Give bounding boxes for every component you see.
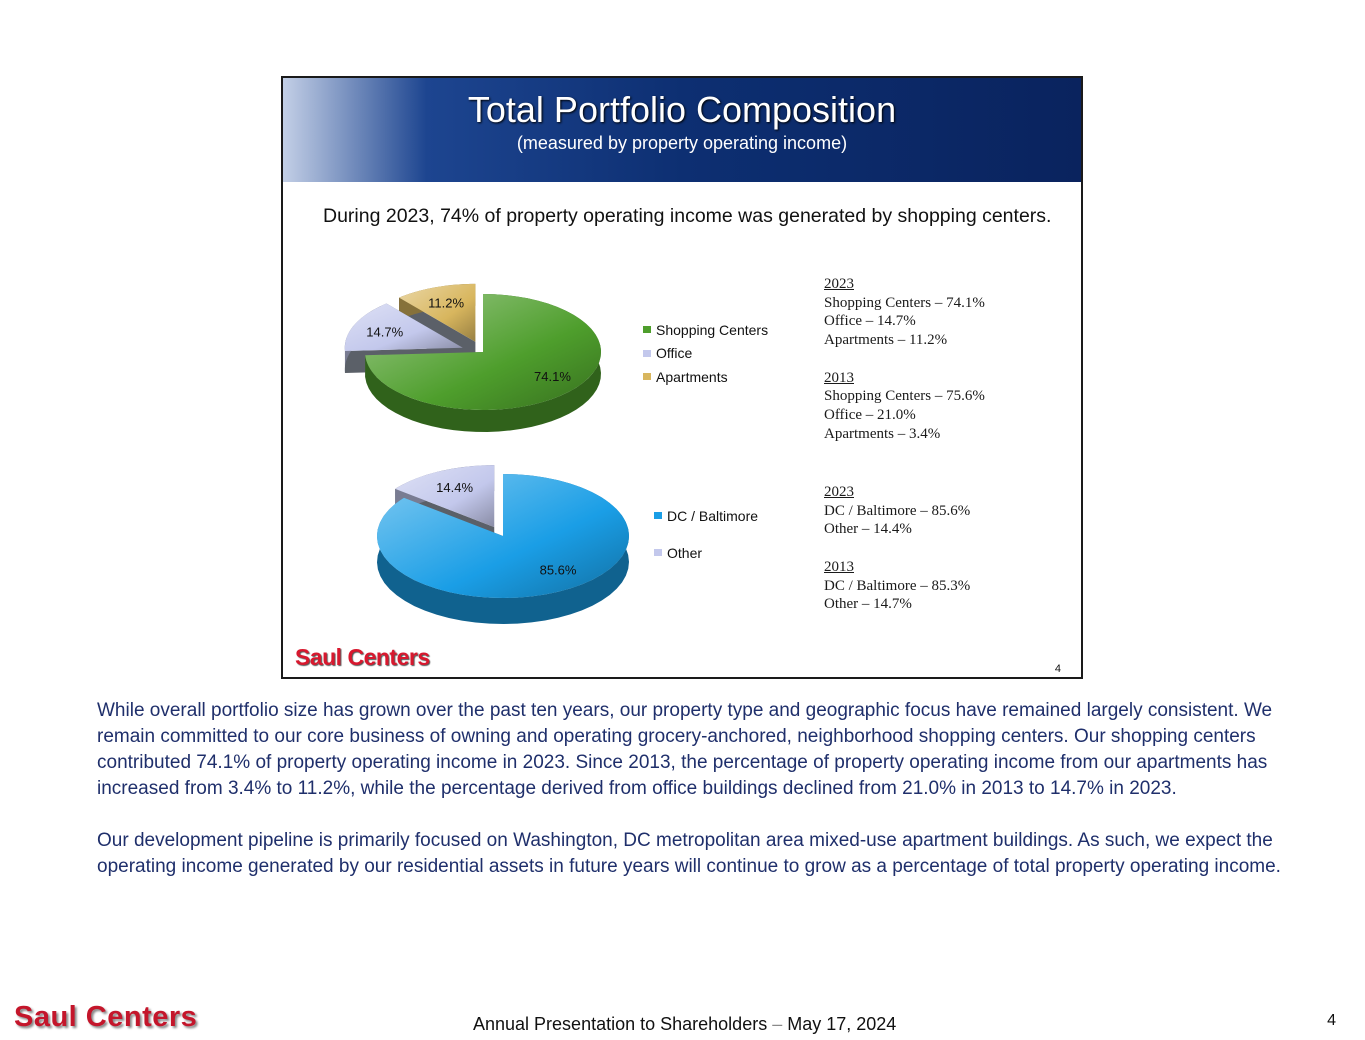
- stats-line: Office – 14.7%: [824, 313, 916, 330]
- legend-swatch: [643, 373, 651, 380]
- pie-data-label: 11.2%: [428, 295, 465, 311]
- legend-item-apartments: [643, 365, 768, 389]
- footer-caption: [473, 1014, 896, 1035]
- stats-year-2013: 2013: [824, 558, 854, 575]
- legend-label: Shopping Centers: [656, 321, 769, 338]
- stats-line: Shopping Centers – 74.1%: [824, 294, 985, 311]
- geography-pie-chart: [353, 446, 623, 621]
- property-type-pie-chart: [333, 264, 623, 424]
- stats-line: Apartments – 3.4%: [824, 425, 941, 442]
- footer-date: May 17, 2024: [787, 1014, 897, 1034]
- slide-title: Total Portfolio Composition: [467, 89, 897, 130]
- stats-line: DC / Baltimore – 85.3%: [824, 577, 971, 594]
- legend-label: Apartments: [656, 368, 728, 385]
- stats-year-2023: 2023: [824, 484, 854, 500]
- stats-line: Apartments – 11.2%: [824, 332, 948, 349]
- stats-line: DC / Baltimore – 85.6%: [824, 502, 971, 519]
- presentation-slide: [281, 76, 1083, 679]
- legend-label: Other: [667, 544, 703, 561]
- geography-stats: [824, 483, 970, 614]
- stats-year-2023: 2023: [824, 276, 854, 292]
- legend-swatch: [643, 326, 651, 333]
- legend-item-shopping-centers: [643, 318, 768, 342]
- geography-legend: [654, 497, 758, 571]
- stats-line: Other – 14.4%: [824, 521, 912, 538]
- pie-data-label: 14.7%: [366, 324, 404, 340]
- legend-label: Office: [656, 345, 693, 362]
- stats-line: Office – 21.0%: [824, 406, 916, 423]
- property-type-stats: [824, 275, 985, 443]
- legend-swatch: [643, 350, 651, 357]
- slide-logo: Saul Centers: [295, 644, 430, 670]
- footer-logo: Saul Centers: [14, 1001, 198, 1033]
- stats-year-2013: 2013: [824, 369, 854, 386]
- commentary: [97, 698, 1282, 880]
- stats-line: Shopping Centers – 75.6%: [824, 388, 985, 405]
- legend-item-other: [654, 534, 758, 571]
- pie-data-label: 14.4%: [436, 479, 474, 495]
- property-type-legend: [643, 318, 768, 389]
- pie-data-label: 74.1%: [534, 368, 571, 384]
- legend-swatch: [654, 549, 662, 556]
- slide-header: [283, 78, 1081, 182]
- legend-label: DC / Baltimore: [667, 507, 759, 524]
- commentary-paragraph: Our development pipeline is primarily focused on Washington, DC metropolitan area mixed-use apartment buildings. As such, we expect the operating income generated by our residential assets in future years will continue to grow as a percentage of total property operating income.: [97, 830, 1281, 877]
- footer-separator: –: [772, 1014, 783, 1034]
- footer-presentation-title: Annual Presentation to Shareholders: [473, 1014, 768, 1034]
- legend-item-dc-baltimore: [654, 497, 758, 534]
- commentary-paragraph: While overall portfolio size has grown over the past ten years, our property type and geographic focus have remained largely consistent. We remain committed to our core business of owning and operating grocery-anchored, neighborhood shopping centers. Our shopping centers contributed 74.1% of property operating income in 2023. Since 2013, the percentage of property operating income from our apartments has increased from 3.4% to 11.2%, while the percentage derived from office buildings declined from 21.0% in 2013 to 14.7% in 2023.: [97, 700, 1273, 799]
- legend-swatch: [654, 512, 662, 519]
- legend-item-office: [643, 342, 768, 366]
- slide-page-number: 4: [1054, 663, 1061, 675]
- stats-line: Other – 14.7%: [824, 596, 912, 613]
- slide-subtitle: (measured by property operating income): [516, 133, 848, 153]
- page-number: 4: [1327, 1012, 1336, 1029]
- pie-data-label: 85.6%: [539, 562, 577, 578]
- slide-lead-text: During 2023, 74% of property operating income was generated by shopping centers.: [323, 205, 1052, 227]
